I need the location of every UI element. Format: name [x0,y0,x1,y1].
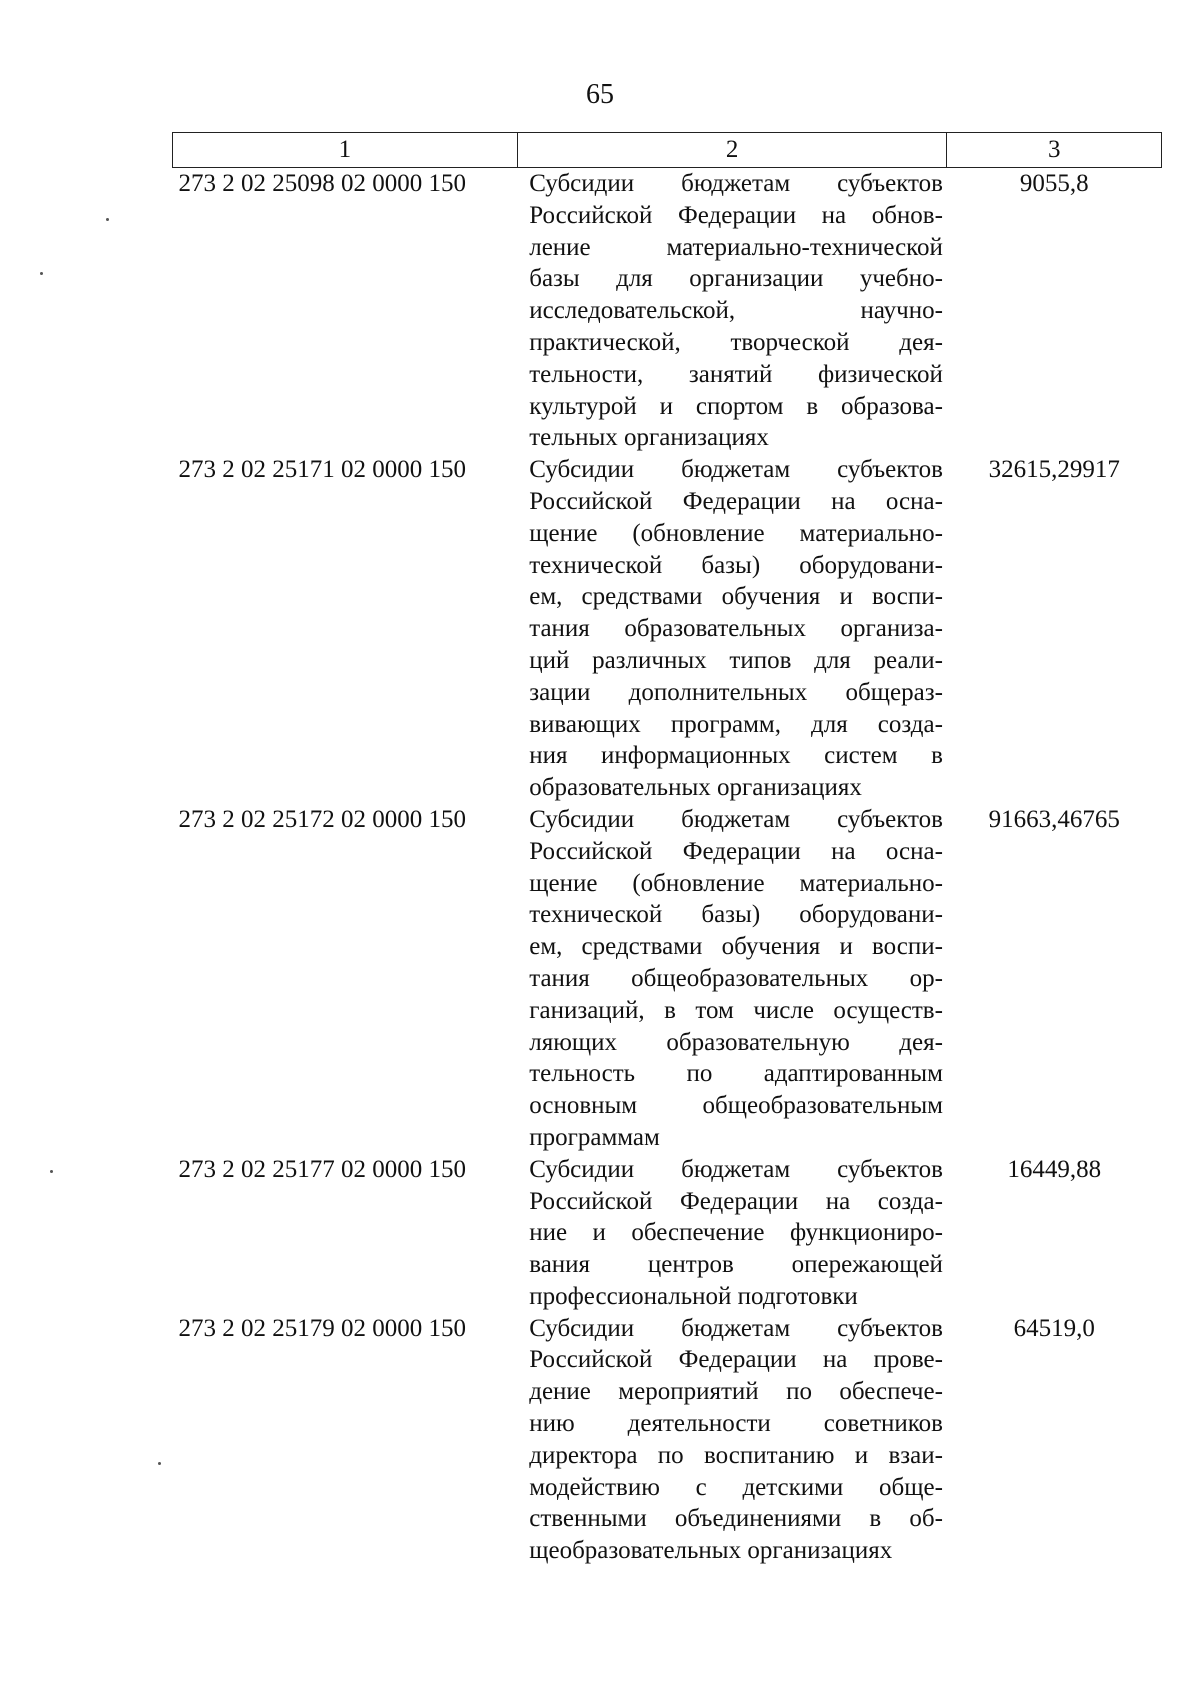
subsidy-description [517,168,947,455]
table-row [173,1154,1162,1313]
description-line: директора по воспитанию и взаи- [529,1441,943,1469]
budget-code: 273 2 02 25172 02 0000 150 [178,805,466,833]
amount-value: 91663,46765 [988,805,1120,833]
amount-value: 32615,29917 [988,456,1120,484]
subsidy-description [517,804,947,1154]
amount-value: 64519,0 [1013,1314,1095,1342]
description-line: Субсидии бюджетам субъектов [529,1155,943,1183]
description-line: вания центров опережающей [529,1251,943,1279]
budget-code: 273 2 02 25098 02 0000 150 [178,170,466,197]
budget-code: 273 2 02 25179 02 0000 150 [178,1314,466,1342]
amount-value: 9055,8 [1019,170,1089,197]
description-line: ние и обеспечение функциониро- [529,1219,943,1247]
description-line: образовательных организациях [529,774,862,802]
table-row [173,454,1162,804]
description-line: ляющих образовательную дея- [529,1028,943,1056]
description-line: ций различных типов для реали- [529,646,943,674]
description-line: Российской Федерации на обнов- [529,201,943,229]
description-line: тельность по адаптированным [529,1060,943,1088]
subsidy-description [517,454,947,804]
amount-value: 16449,88 [1007,1155,1102,1183]
scan-speck [106,218,109,221]
description-line: ственными объединениями в об- [529,1505,943,1533]
column-header-description: 2 [517,133,947,168]
description-line: щение (обновление материально- [529,869,943,897]
description-line: тания общеобразовательных ор- [529,964,943,992]
description-line: исследовательской, научно- [529,297,943,325]
description-line: Субсидии бюджетам субъектов [529,170,943,197]
page-number: 65 [586,79,614,110]
description-line: Российской Федерации на прове- [529,1346,943,1374]
description-line: Российской Федерации на созда- [529,1187,943,1215]
description-line: Субсидии бюджетам субъектов [529,1314,943,1342]
description-line: технической базы) оборудовани- [529,551,943,579]
description-line: тельности, занятий физической [529,360,943,388]
scan-speck [40,272,43,275]
description-line: Субсидии бюджетам субъектов [529,456,943,484]
description-line: вивающих программ, для созда- [529,710,943,738]
budget-table [172,132,1162,1567]
description-line: ем, средствами обучения и воспи- [529,583,943,611]
description-line: культурой и спортом в образова- [529,392,943,420]
subsidy-description [517,1154,947,1313]
description-line: ем, средствами обучения и воспи- [529,933,943,961]
description-line: модействию с детскими обще- [529,1473,943,1501]
description-line: зации дополнительных общераз- [529,678,943,706]
table-row [173,1313,1162,1567]
description-line: ния информационных систем в [529,742,943,770]
budget-code: 273 2 02 25177 02 0000 150 [178,1155,466,1183]
subsidy-description [517,1313,947,1567]
description-line: программам [529,1123,660,1151]
column-header-code: 1 [173,133,518,168]
column-header-amount: 3 [947,133,1162,168]
budget-code: 273 2 02 25171 02 0000 150 [178,456,466,484]
description-line: профессиональной подготовки [529,1282,858,1310]
description-line: ление материально-технической [529,233,943,261]
description-line: тельных организациях [529,424,769,452]
description-line: Российской Федерации на осна- [529,487,943,515]
description-line: практической, творческой дея- [529,328,943,356]
table-header-row [173,133,1162,168]
table-body [173,168,1162,1568]
description-line: дение мероприятий по обеспече- [529,1378,943,1406]
description-line: ганизаций, в том числе осуществ- [529,996,943,1024]
description-line: технической базы) оборудовани- [529,901,943,929]
description-line: нию деятельности советников [529,1410,943,1438]
description-line: Российской Федерации на осна- [529,837,943,865]
description-line: тания образовательных организа- [529,615,943,643]
scan-speck [50,1170,53,1173]
description-line: базы для организации учебно- [529,265,943,293]
scan-speck [158,1462,161,1465]
description-line: щение (обновление материально- [529,519,943,547]
table-row [173,804,1162,1154]
description-line: основным общеобразовательным [529,1092,943,1120]
table-row [173,168,1162,455]
description-line: щеобразовательных организациях [529,1537,893,1565]
description-line: Субсидии бюджетам субъектов [529,805,943,833]
